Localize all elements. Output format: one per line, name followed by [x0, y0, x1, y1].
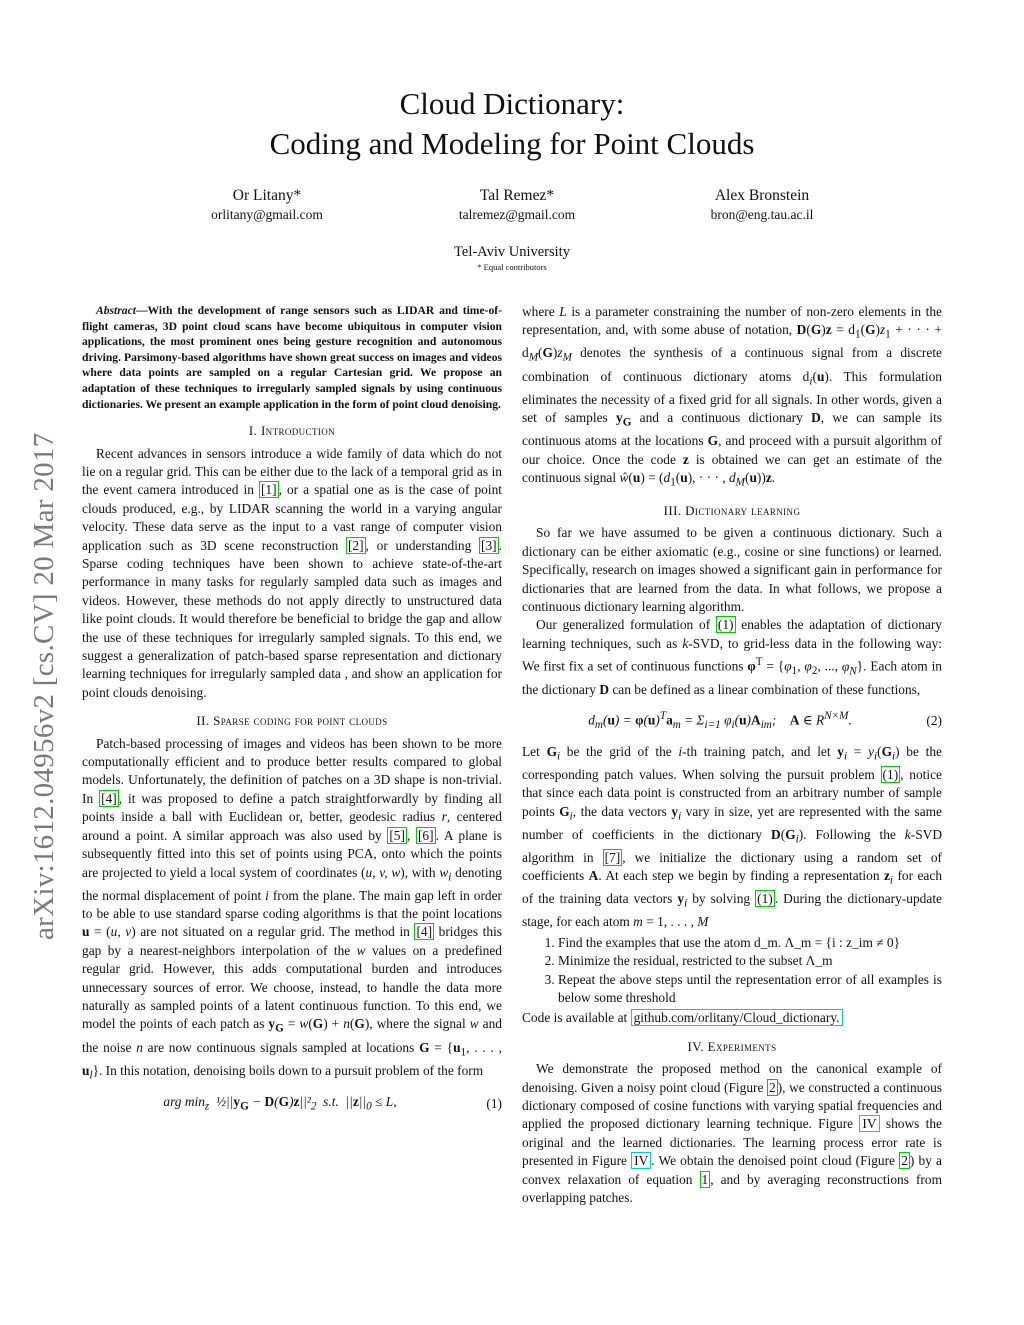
abstract: Abstract—With the development of range sensors such as LIDAR and time-of-flight cameras, 3D point cloud scans have become ubiquitous in computer vision applications, the most prominent ones being gesture recognition and autonomous driving. Parsimony-based algorithms have shown great success on images and videos where data points are sampled on a regular Cartesian grid. We propose an adaptation of these techniques to irregularly sampled signals by using continuous dictionaries. We present an example application in the form of point cloud denoising.	[82, 304, 502, 411]
equation-1: arg $\min_z$ $\frac{1}{2}||y_G - D(G)z||^2_2$ s.t. $||z||_0 \le L$, (1)	[163, 1093, 502, 1113]
right-column	[522, 303, 942, 1207]
paragraph: Our generalized formulation of (1) enables the adaptation of dictionary learning techniques, such as k-SVD, to grid-less data in the following way: We first fix a set of continuous functions $\varphi^T = \{\varphi_1$, $\varphi_2$, ..., $\varphi_N$}. Each atom in the dictionary D can be defined as a linear combination of these functions,	[522, 617, 943, 697]
list-item: 2. Minimize the residual, restricted to the subset Λ_m	[558, 952, 942, 970]
affiliation: Tel-Aviv University * Equal contributors	[454, 244, 570, 272]
paper-title: Cloud Dictionary: Coding and Modeling for Point Clouds	[269, 86, 755, 161]
arxiv-identifier: arXiv:1612.04956v2 [cs.CV] 20 Mar 2017	[28, 432, 60, 940]
section-heading: III. Dictionary learning	[663, 503, 801, 519]
list-item: 3. Repeat the above steps until the representation error of all examples is below some threshold	[558, 971, 942, 1008]
code-link[interactable]: github.com/orlitany/Cloud_dictionary.	[631, 1009, 843, 1026]
paragraph: So far we have assumed to be given a continuous dictionary. Such a dictionary can be either axiomatic (e.g., cosine or sine functions) or learned. Specifically, research on images showed a significant gain in performance for dictionaries that are learned from the data. In what follows, we propose a continuous dictionary learning algorithm.	[522, 525, 942, 615]
list-item: 1. Find the examples that use the atom d_m. Λ_m = {i : z_im ≠ 0}	[558, 934, 942, 952]
equation-2: $d_m(u) = \varphi(u)^Ta_m = \Sigma_{i=1}$ $\varphi_i(u)A_{im}$; A ∈ $R^{N\times M}$. (2)	[588, 710, 942, 732]
paragraph: Recent advances in sensors introduce a wide family of data which do not lie on a regular grid. This can be either due to the lack of a temporal grid as in the event camera introduced in [1] , or a spatial one as is the case of point clouds produced, e.g., by LIDAR scanning the world in a varying angular velocity. These data serve as the input to a vast range of computer vision application such as 3D scene reconstruction [2] , or understanding [3] . Sparse coding techniques have been shown to achieve state-of-the-art performance in many tasks for regularly sampled data such as images and videos. However, these methods do not apply directly to unstructured data like point clouds. It would therefore be beneficial to bridge the gap and allow the use of these techniques for irregularly sampled signals. To this end, we suggest a generalization of patch-based sparse representation and dictionary learning techniques for irregularly sampled data , and show an application for point clouds denoising.	[82, 445, 502, 700]
paragraph: Let $G_i$ be the grid of the i-th training patch, and let $y_i = y_i(G_i)$ be the corresponding patch values. When solving the pursuit problem (1) , notice that since each data point is constructed from an arbitrary number of sample points $G_i$, the data vectors $y_i$ vary in size, yet are represented with the same number of coefficients in the dictionary $D(G_i)$. Following the k-SVD algorithm in [7] , we initialize the dictionary using a random set of coefficients A. At each step we begin by finding a representation $z_i$ for each of the training data vectors $y_i$ by solving (1) . During the dictionary-update stage, for each atom m = 1, . . . , M	[522, 743, 943, 930]
paragraph: We demonstrate the proposed method on the canonical example of denoising. Given a noisy point cloud (Figure 2 ), we constructed a continuous dictionary composed of cosine functions with varying spatial frequencies and applied the proposed dictionary learning technique. Figure IV shows the original and the learned dictionaries. The learning process error rate is presented in Figure IV . We obtain the denoised point cloud (Figure 2 ) by a convex relaxation of equation 1 , and by averaging reconstructions from overlapping patches.	[522, 1061, 942, 1206]
author-3: Alex Bronstein bron@eng.tau.ac.il	[710, 187, 814, 222]
section-heading: IV. Experiments	[687, 1038, 777, 1054]
paragraph: Patch-based processing of images and videos has been shown to be more computationally efficient and to produce better results compared to global models. Unfortunately, the definition of patches on a 3D shape is non-trivial. In [4] , it was proposed to define a patch straightforwardly by finding all points inside a ball with Euclidean or, better, geodesic radius r, centered around a point. A similar approach was also used by [5] , [6] . A plane is subsequently fitted into this set of points using PCA, onto which the points are projected to yield a local system of coordinates (u, v, w), with $w_i$ denoting the normal displacement of point i from the plane. The main gap left in order to be able to use standard sparse coding algorithms is that the point locations u = (u, v) are not situated on a regular grid. The method in [4] bridges this gap by a nearest-neighbors interpolation of the w values on a predefined regular grid. However, this adds computational burden and introduces unnecessary sources of error. We choose, instead, to handle the data more naturally as sampled points of a latent continuous function. To this end, we model the points of each patch as $y_G = w(G) + n(G)$, where the signal w and the noise n are now continuous signals sampled at locations $G = \{u_1$, . . . , $u_l$}. In this notation, denoising boils down to a pursuit problem of the form	[82, 735, 503, 1082]
paragraph: where L is a parameter constraining the number of non-zero elements in the representation, and, with some abuse of notation, $D(G)z = d_1(G)z_1$ + · · · + $d_M(G)z_M$ denotes the synthesis of a continuous signal from a discrete combination of continuous dictionary atoms $d_i(u)$. This formulation eliminates the necessity of a fixed grid for all signals. In other words, given a set of samples $y_G$ and a continuous dictionary D, we can sample its continuous atoms at the locations G, and proceed with a pursuit algorithm of our choice. Once the code z is obtained we can get an estimate of the continuous signal ŵ(u) = ($d_1(u)$, · · · , $d_M(u))z$.	[522, 304, 943, 489]
author-1: Or Litany* orlitany@gmail.com	[211, 187, 323, 222]
left-column	[82, 303, 502, 1124]
section-heading: II. Sparse coding for point clouds	[196, 713, 388, 729]
section-heading: I. Introduction	[248, 423, 336, 439]
code-availability: Code is available at github.com/orlitany/Cloud_dictionary.	[522, 1009, 942, 1027]
algorithm-steps	[522, 934, 942, 1008]
author-2: Tal Remez* talremez@gmail.com	[458, 187, 576, 222]
